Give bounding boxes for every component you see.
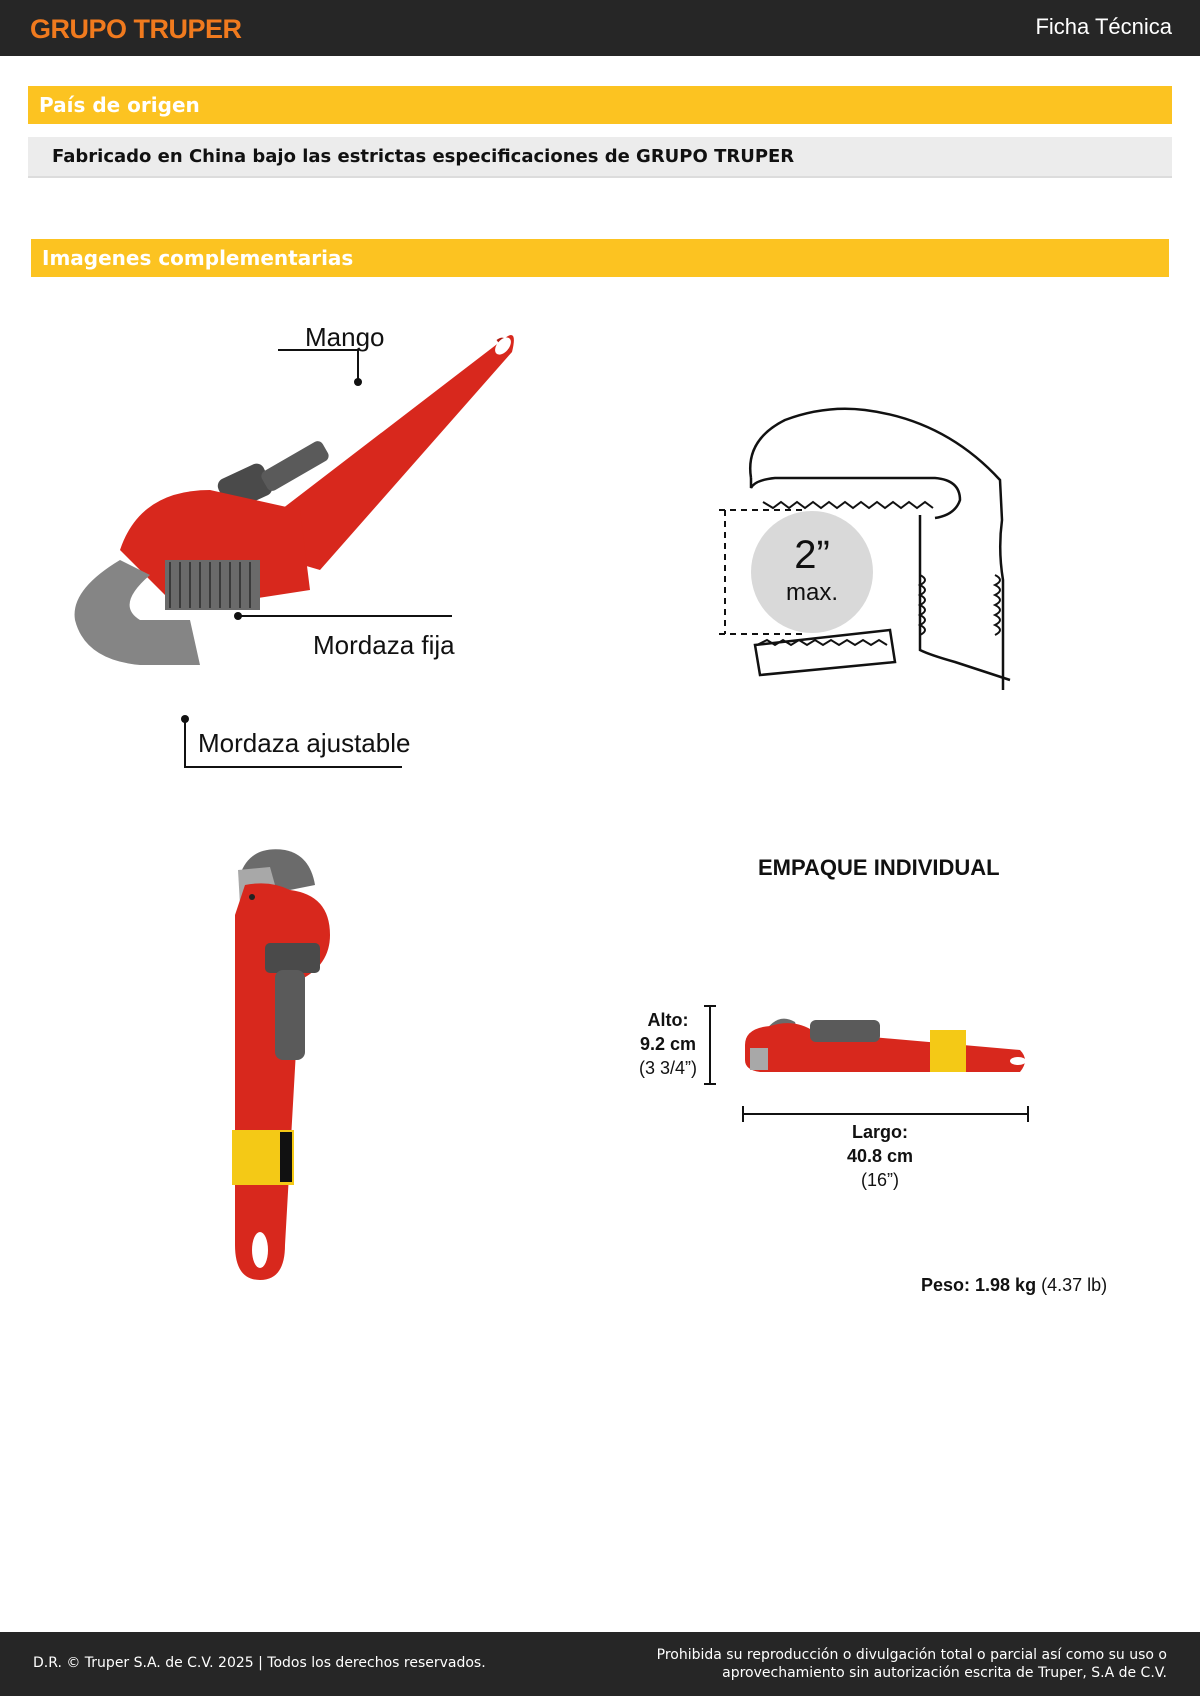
section-heading-images: Imagenes complementarias: [31, 239, 1169, 277]
wrench-parts-figure: [60, 320, 540, 780]
alto-in: (3 3/4”): [638, 1058, 698, 1078]
largo-in: (16”): [860, 1170, 899, 1190]
label-mordaza-fija: Mordaza fija: [313, 630, 455, 660]
footer-disclaimer: [607, 1646, 1167, 1682]
peso-label: Peso: 1.98 kg: [921, 1275, 1037, 1295]
document-title: Ficha Técnica: [1035, 14, 1172, 39]
alto-cm: 9.2 cm: [639, 1034, 697, 1054]
page-header: [0, 0, 1200, 56]
footer-copyright: D.R. © Truper S.A. de C.V. 2025 | Todos los derechos reservados.: [33, 1655, 486, 1671]
origin-text: Fabricado en China bajo las estrictas especificaciones de GRUPO TRUPER: [28, 137, 1172, 178]
largo-label: Largo:: [852, 1122, 908, 1142]
peso-lb: (4.37 lb): [1041, 1275, 1108, 1295]
capacity-diagram: [715, 400, 1015, 690]
capacity-unit: max.: [785, 579, 839, 606]
peso: [921, 1275, 1107, 1296]
footer-disclaimer-line1: Prohibida su reproducción o divulgación total o parcial así como su uso o: [656, 1647, 1167, 1663]
page-footer: [0, 1632, 1200, 1696]
package-dimension-lines: [700, 1000, 1040, 1130]
label-mordaza-ajustable: Mordaza ajustable: [198, 728, 411, 758]
label-mango: Mango: [305, 322, 385, 352]
alto-label: Alto:: [647, 1010, 689, 1030]
package-title: EMPAQUE INDIVIDUAL: [758, 855, 1000, 880]
capacity-value: 2”: [794, 533, 830, 577]
largo-cm: 40.8 cm: [846, 1146, 914, 1166]
footer-disclaimer-line2: aprovechamiento sin autorización escrita de Truper, S.A de C.V.: [722, 1665, 1167, 1681]
package-label-small: [930, 1030, 966, 1072]
grupo-truper-logo: GRUPO TRUPER: [30, 14, 242, 44]
vertical-wrench-photo: [230, 845, 350, 1285]
section-heading-origin: País de origen: [28, 86, 1172, 124]
